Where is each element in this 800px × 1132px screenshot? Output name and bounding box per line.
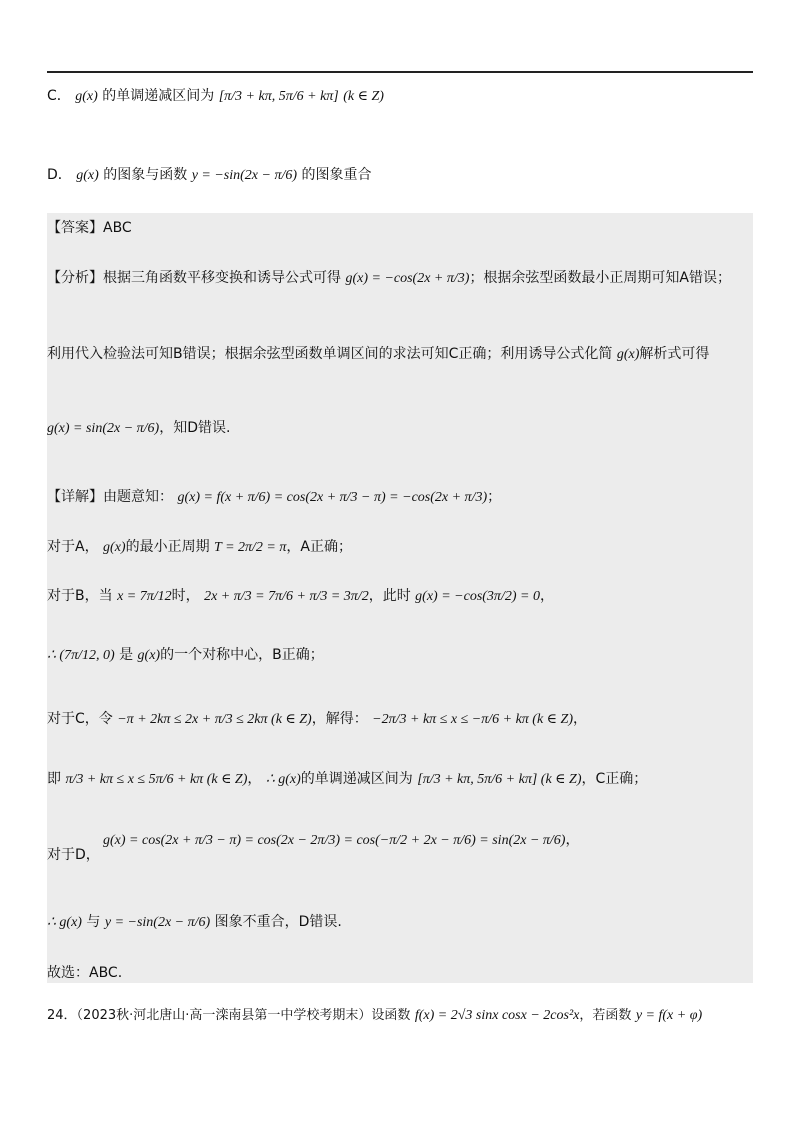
detail-line-1 <box>47 487 501 508</box>
detail-b2 <box>47 645 324 666</box>
text: ； <box>487 489 502 505</box>
text: 时， <box>171 588 200 604</box>
math: g(x) = sin(2x − π/6) <box>47 421 160 436</box>
math: −π + 2kπ ≤ 2x + π/3 ≤ 2kπ (k ∈ Z) <box>117 712 312 727</box>
detail-b <box>47 586 554 607</box>
text: 对于B，当 <box>47 588 113 604</box>
analysis-line-1 <box>47 268 731 289</box>
text: ， <box>565 832 580 848</box>
question-source: （2023秋·河北唐山·高一滦南县第一中学校考期末）设函数 <box>76 1008 411 1023</box>
analysis-line-2 <box>47 344 709 365</box>
math: g(x) <box>616 347 640 362</box>
text: ；根据余弦型函数最小正周期可知A错误； <box>469 270 732 286</box>
text: ，此时 <box>368 588 411 604</box>
math: ∴ (7π/12, 0) <box>47 648 115 663</box>
text: 与 <box>86 914 101 930</box>
question-24 <box>47 1005 702 1026</box>
math: g(x) = −cos(3π/2) = 0 <box>415 589 540 604</box>
detail-d-equation <box>103 830 579 851</box>
option-label: D． <box>47 167 72 183</box>
analysis-line-3 <box>47 418 230 439</box>
option-d <box>47 165 371 186</box>
text: ，若函数 <box>579 1008 632 1023</box>
text: 解析式可得 <box>639 346 710 362</box>
text: 即 <box>47 771 61 787</box>
math: ∴ g(x) <box>47 915 82 930</box>
math: g(x) = −cos(2x + π/3) <box>345 271 470 286</box>
math: y = −sin(2x − π/6) <box>191 168 298 183</box>
detail-c2 <box>47 769 647 790</box>
detail-d2 <box>47 912 342 933</box>
text: ，A正确； <box>286 539 352 555</box>
detail-d-label: 对于D， <box>47 847 100 863</box>
detail-a <box>47 537 352 558</box>
math: y = f(x + φ) <box>635 1008 703 1023</box>
math: g(x) <box>103 540 126 555</box>
option-label: C． <box>47 88 71 104</box>
math: g(x) = f(x + π/6) = cos(2x + π/3 − π) = −cos(2x + π/3) <box>177 490 488 505</box>
text: 的最小正周期 <box>125 539 210 555</box>
math: [π/3 + kπ, 5π/6 + kπ] <box>218 89 339 104</box>
text: 的单调递减区间为 <box>300 771 413 787</box>
detail-c <box>47 709 587 730</box>
option-c <box>47 86 384 107</box>
text: 的一个对称中心，B正确； <box>160 647 324 663</box>
text: 图象不重合，D错误. <box>214 914 342 930</box>
math: x = 7π/12 <box>117 589 172 604</box>
text: 的图象与函数 <box>103 167 188 183</box>
math: g(x) <box>76 168 99 183</box>
text: 的单调递减区间为 <box>102 88 215 104</box>
math: T = 2π/2 = π <box>214 540 287 555</box>
text: ， <box>573 711 587 727</box>
text: 根据三角函数平移变换和诱导公式可得 <box>103 270 341 286</box>
text: ， <box>247 771 262 787</box>
math: g(x) <box>75 89 98 104</box>
text: 的图象重合 <box>301 167 372 183</box>
text: 对于C，令 <box>47 711 113 727</box>
text: ，知D错误. <box>159 420 231 436</box>
math: π/3 + kπ ≤ x ≤ 5π/6 + kπ (k ∈ Z) <box>65 772 248 787</box>
math: f(x) = 2√3 sinx cosx − 2cos²x <box>414 1008 580 1023</box>
math: g(x) <box>137 648 161 663</box>
analysis-label: 【分析】 <box>47 270 103 286</box>
text: 是 <box>119 647 134 663</box>
math: 2x + π/3 = 7π/6 + π/3 = 3π/2 <box>204 589 369 604</box>
text: 对于A， <box>47 539 99 555</box>
math: g(x) = cos(2x + π/3 − π) = cos(2x − 2π/3) = cos(−π/2 + 2x − π/6) = sin(2x − π/6) <box>103 833 566 848</box>
answer-line: 【答案】ABC <box>47 220 132 236</box>
text: ，解得： <box>311 711 368 727</box>
math: y = −sin(2x − π/6) <box>104 915 211 930</box>
math: [π/3 + kπ, 5π/6 + kπ] (k ∈ Z) <box>417 772 582 787</box>
text: ， <box>539 588 554 604</box>
conclusion: 故选：ABC. <box>47 965 123 981</box>
detail-label: 【详解】由题意知： <box>47 489 173 505</box>
top-rule <box>47 71 753 73</box>
math: ∴ g(x) <box>265 772 301 787</box>
math: −2π/3 + kπ ≤ x ≤ −π/6 + kπ (k ∈ Z) <box>372 712 573 727</box>
text: 利用代入检验法可知B错误；根据余弦型函数单调区间的求法可知C正确；利用诱导公式化简 <box>47 346 613 362</box>
question-number: 24． <box>47 1008 77 1023</box>
text: ，C正确； <box>581 771 648 787</box>
math: (k ∈ Z) <box>343 89 384 104</box>
